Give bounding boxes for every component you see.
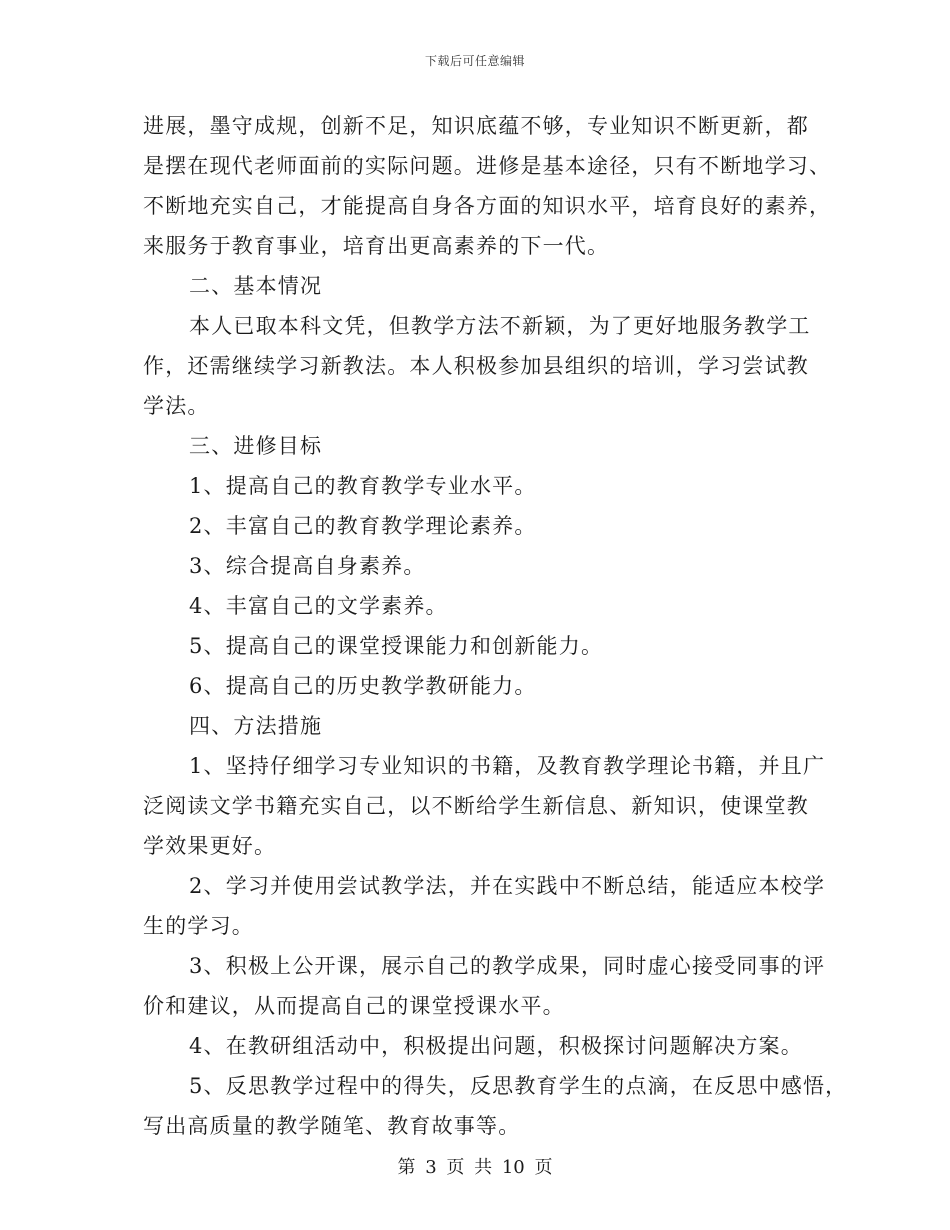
text-line: 2、丰富自己的教育教学理论素养。 <box>189 514 537 538</box>
text-line: 4、丰富自己的文学素养。 <box>189 594 448 618</box>
text-line: 来服务于教育事业，培育出更高素养的下一代。 <box>143 234 610 258</box>
text-line: 6、提高自己的历史教学教研能力。 <box>189 674 537 698</box>
text-line: 泛阅读文学书籍充实自己，以不断给学生新信息、新知识，使课堂教 <box>143 794 809 818</box>
text-line: 学法。 <box>143 394 210 418</box>
text-line: 4、在教研组活动中，积极提出问题，积极探讨问题解决方案。 <box>189 1034 803 1058</box>
text-line: 2、学习并使用尝试教学法，并在实践中不断总结，能适应本校学 <box>189 874 826 898</box>
text-line: 不断地充实自己，才能提高自身各方面的知识水平，培育良好的素养， <box>143 194 832 218</box>
page-header: 下载后可任意编辑 <box>424 54 525 68</box>
text-line: 1、提高自己的教育教学专业水平。 <box>189 474 537 498</box>
text-line: 学效果更好。 <box>143 834 277 858</box>
text-line: 二、基本情况 <box>189 274 323 298</box>
text-line: 3、综合提高自身素养。 <box>189 554 426 578</box>
text-line: 价和建议，从而提高自己的课堂授课水平。 <box>143 994 565 1018</box>
text-line: 1、坚持仔细学习专业知识的书籍，及教育教学理论书籍，并且广 <box>189 754 826 778</box>
text-line: 作，还需继续学习新教法。本人积极参加县组织的培训，学习尝试教 <box>143 354 809 378</box>
text-line: 四、方法措施 <box>189 714 323 738</box>
document-body <box>143 110 848 1142</box>
text-line: 是摆在现代老师面前的实际问题。进修是基本途径，只有不断地学习、 <box>143 154 832 178</box>
text-line: 进展，墨守成规，创新不足，知识底蕴不够，专业知识不断更新，都 <box>143 114 809 138</box>
text-line: 本人已取本科文凭，但教学方法不新颖，为了更好地服务教学工 <box>189 314 811 338</box>
text-line: 写出高质量的教学随笔、教育故事等。 <box>143 1114 521 1138</box>
page-number-footer: 第 3 页 共 10 页 <box>397 1157 553 1178</box>
text-line: 5、反思教学过程中的得失，反思教育学生的点滴，在反思中感悟， <box>189 1074 848 1098</box>
text-line: 生的学习。 <box>143 914 254 938</box>
text-line: 5、提高自己的课堂授课能力和创新能力。 <box>189 634 604 658</box>
text-line: 3、积极上公开课，展示自己的教学成果，同时虚心接受同事的评 <box>189 954 826 978</box>
text-line: 三、进修目标 <box>189 434 323 458</box>
